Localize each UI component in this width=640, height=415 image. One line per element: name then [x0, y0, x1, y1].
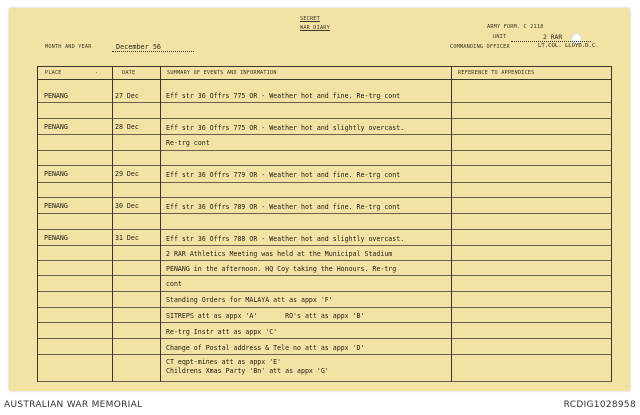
entry-line: 2 RAR Athletics Meeting was held at the Municipal Stadium [166, 250, 393, 258]
entry-date: 29 Dec [115, 170, 139, 178]
entry-line: Eff str 36 Offrs 788 OR - Weather hot and slightly overcast. [166, 235, 405, 243]
entry-line: Eff str 36 Offrs 775 OR - Weather hot and slightly overcast. [166, 124, 405, 132]
entry-line: Re-trg cont [166, 139, 210, 147]
unit-dots [511, 41, 591, 42]
table-right-border [611, 66, 612, 382]
row-rule-line [37, 354, 612, 355]
entry-line: Re-trg Instr att as appx 'C' [166, 328, 278, 336]
entry-line: cont [166, 280, 182, 288]
divider-summary-reference [451, 66, 452, 382]
classification-label: SECRET [300, 16, 320, 22]
commanding-officer-label: COMMANDING OFFICER [450, 44, 510, 50]
row-rule-line [37, 197, 612, 198]
month-year-label: MONTH AND YEAR [45, 44, 92, 50]
entry-line: Standing Orders for MALAYA att as appx 'F' [166, 296, 333, 304]
row-rule-line [37, 118, 612, 119]
entry-line: SITREPS att as appx 'A' RO's att as appx 'B' [166, 312, 365, 320]
entry-place: PENANG [44, 92, 68, 100]
army-form-label: ARMY FORM. C 2118 [487, 24, 544, 30]
unit-value: 2 RAR [543, 33, 563, 41]
footer-source: AUSTRALIAN WAR MEMORIAL [4, 400, 143, 410]
unit-label: UNIT [493, 34, 507, 40]
column-header-place-dot: . [95, 69, 99, 75]
column-header-place: PLACE [45, 70, 62, 76]
column-header-reference: REFERENCE TO APPENDICES [458, 70, 535, 76]
entry-date: 28 Dec [115, 123, 139, 131]
entry-line: Eff str 36 Offrs 789 OR - Weather hot and fine. Re-trg cont [166, 203, 401, 211]
table-top-line [37, 66, 612, 67]
row-rule-line [37, 213, 612, 214]
row-rule-line [37, 245, 612, 246]
row-rule-line [37, 275, 612, 276]
entry-line: Eff str 36 Offrs 779 OR - Weather hot and fine. Re-trg cont [166, 171, 401, 179]
row-rule-line [37, 381, 612, 382]
entry-date: 30 Dec [115, 202, 139, 210]
month-year-value: December 56 [116, 43, 162, 51]
table-left-border [37, 66, 38, 382]
commanding-officer-value: LT.COL. LLOYD.D.C. [538, 43, 599, 49]
month-year-dots [112, 51, 194, 52]
column-header-summary: SUMMARY OF EVENTS AND INFORMATION [167, 70, 277, 76]
row-rule-line [37, 307, 612, 308]
row-rule-line [37, 260, 612, 261]
row-rule-line [37, 102, 612, 103]
entry-line: Eff str 36 Offrs 775 OR - Weather hot and fine. Re-trg cont [166, 92, 401, 100]
entry-place: PENANG [44, 123, 68, 131]
footer-record-id: RCDIG1028958 [563, 400, 636, 410]
entry-place: PENANG [44, 234, 68, 242]
entry-place: PENANG [44, 170, 68, 178]
entry-line: Change of Postal address & Tele no att as appx 'D' [166, 344, 365, 352]
table-header-bottom-line [37, 79, 612, 80]
divider-place-date [112, 66, 113, 382]
row-rule-line [37, 338, 612, 339]
row-rule-line [37, 150, 612, 151]
form-title: WAR DIARY [300, 25, 330, 31]
row-rule-line [37, 322, 612, 323]
entry-place: PENANG [44, 202, 68, 210]
row-rule-line [37, 134, 612, 135]
entry-date: 27 Dec [115, 92, 139, 100]
entry-line: CT eqpt-mines att as appx 'E' [166, 358, 282, 366]
row-rule-line [37, 229, 612, 230]
entry-line: Childrens Xmas Party 'Bn' att as appx 'G' [166, 367, 329, 375]
divider-date-summary [160, 66, 161, 382]
row-rule-line [37, 165, 612, 166]
entry-date: 31 Dec [115, 234, 139, 242]
row-rule-line [37, 182, 612, 183]
row-rule-line [37, 291, 612, 292]
column-header-date: DATE [122, 70, 136, 76]
entry-line: PENANG in the afternoon. HQ Coy taking the Honours. Re-trg [166, 265, 397, 273]
